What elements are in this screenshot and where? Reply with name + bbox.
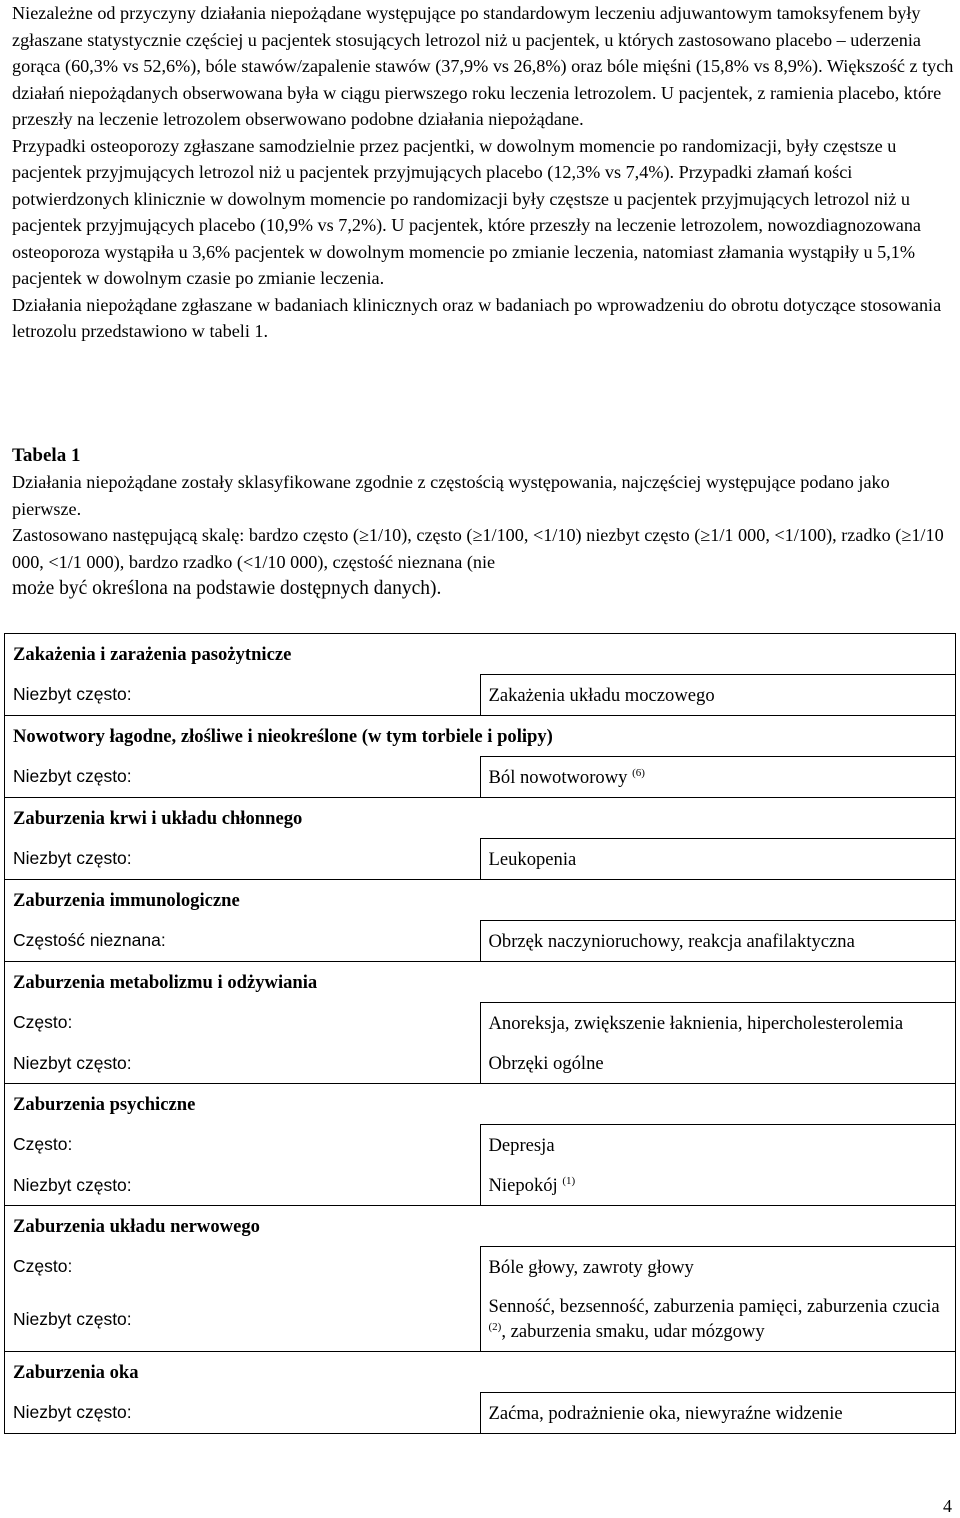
frequency-cell: Często:	[5, 1125, 481, 1166]
effect-text: Bóle głowy, zawroty głowy	[488, 1256, 694, 1278]
frequency-cell: Niezbyt często:	[5, 1287, 481, 1352]
page-number: 4	[943, 1496, 952, 1516]
table-row	[5, 1003, 956, 1044]
section-title: Zaburzenia oka	[5, 1352, 956, 1393]
intro-paragraph-3: Działania niepożądane zgłaszane w badaniach klinicznych oraz w badaniach po wprowadzeniu do obrotu dotyczące stosowania letrozolu przedstawiono w tabeli 1.	[12, 294, 942, 341]
frequency-cell: Niezbyt często:	[5, 1393, 481, 1434]
section-header-row	[5, 1206, 956, 1247]
effect-text: Leukopenia	[488, 848, 577, 870]
table-row	[5, 1125, 956, 1166]
table-scale-text	[12, 522, 954, 603]
table-row	[5, 1287, 956, 1352]
effect-cell	[480, 1125, 956, 1166]
adverse-effects-table-body	[5, 634, 956, 1434]
table-scale-main: Zastosowano następującą skalę: bardzo często (≥1/10), często (≥1/100, <1/10) niezbyt często (≥1/1 000, <1/100), rzadko (≥1/10 000, <1/1 000), bardzo rzadko (<1/10 000), częstość nieznana (nie	[12, 525, 944, 572]
section-title: Zaburzenia krwi i układu chłonnego	[5, 798, 956, 839]
intro-paragraph-1: Niezależne od przyczyny działania niepożądane występujące po standardowym leczeniu adjuwantowym tamoksyfenem były zgłaszane statystycznie częściej u pacjentek stosujących letrozol niż u pacjentek, u których zastosowano placebo – uderzenia gorąca (60,3% vs 52,6%), bóle stawów/zapalenie stawów (37,9% vs 26,8%) oraz bóle mięśni (15,8% vs 8,9%). Większość z tych działań niepożądanych obserwowana była w ciągu pierwszego roku leczenia letrozolem. U pacjentek, z ramienia placebo, które przeszły na leczenie letrozolem obserwowano podobne działania niepożądane.	[12, 3, 954, 129]
section-header-row	[5, 1352, 956, 1393]
effect-cell	[480, 921, 956, 962]
effect-text: Anoreksja, zwiększenie łaknienia, hipercholesterolemia	[488, 1012, 904, 1034]
table-description	[12, 469, 954, 603]
adverse-effects-table	[4, 633, 956, 1434]
section-header-row	[5, 716, 956, 757]
frequency-cell: Niezbyt często:	[5, 1043, 481, 1084]
frequency-cell: Niezbyt często:	[5, 675, 481, 716]
effect-cell	[480, 1247, 956, 1288]
effect-cell	[480, 675, 956, 716]
frequency-cell: Często:	[5, 1003, 481, 1044]
section-title: Zaburzenia układu nerwowego	[5, 1206, 956, 1247]
section-title: Zaburzenia metabolizmu i odżywiania	[5, 962, 956, 1003]
footnote-reference: (1)	[562, 1174, 576, 1187]
effect-text: Obrzęki ogólne	[488, 1052, 604, 1074]
table-desc-text: Działania niepożądane zostały sklasyfikowane zgodnie z częstością występowania, najczęściej występujące podano jako pierwsze.	[12, 472, 890, 519]
section-header-row	[5, 880, 956, 921]
table-row	[5, 1247, 956, 1288]
effect-cell	[480, 839, 956, 880]
section-title: Zakażenia i zarażenia pasożytnicze	[5, 634, 956, 675]
table-row	[5, 675, 956, 716]
frequency-cell: Niezbyt często:	[5, 839, 481, 880]
effect-cell	[480, 1043, 956, 1084]
effect-text: Zaćma, podrażnienie oka, niewyraźne widzenie	[488, 1402, 843, 1424]
table-row	[5, 921, 956, 962]
table-title: Tabela 1	[12, 445, 81, 466]
table-row	[5, 1165, 956, 1206]
effect-text: Ból nowotworowy	[488, 766, 628, 788]
section-header-row	[5, 962, 956, 1003]
section-header-row	[5, 1084, 956, 1125]
frequency-cell: Niezbyt często:	[5, 1165, 481, 1206]
effect-cell	[480, 1165, 956, 1206]
frequency-cell: Częstość nieznana:	[5, 921, 481, 962]
section-title: Zaburzenia immunologiczne	[5, 880, 956, 921]
effect-cell	[480, 1393, 956, 1434]
effect-text: Zakażenia układu moczowego	[488, 684, 715, 706]
effect-text: Depresja	[488, 1134, 555, 1156]
table-row	[5, 1393, 956, 1434]
intro-text	[12, 0, 954, 345]
table-row	[5, 839, 956, 880]
section-title: Nowotwory łagodne, złośliwe i nieokreślone (w tym torbiele i polipy)	[5, 716, 956, 757]
section-header-row	[5, 634, 956, 675]
effect-text: Niepokój	[488, 1174, 558, 1196]
effect-cell	[480, 757, 956, 798]
intro-paragraph-2: Przypadki osteoporozy zgłaszane samodzielnie przez pacjentki, w dowolnym momencie po randomizacji, były częstsze u pacjentek przyjmujących letrozol niż u pacjentek przyjmujących placebo (12,3% vs 7,4%). Przypadki złamań kości potwierdzonych klinicznie w dowolnym momencie po randomizacji były częstsze u pacjentek przyjmujących letrozol niż u pacjentek przyjmujących placebo (10,9% vs 7,2%). U pacjentek, które przeszły na leczenie letrozolem, nowozdiagnozowana osteoporoza wystąpiła u 3,6% pacjentek w dowolnym momencie po zmianie leczenia, natomiast złamania wystąpiły u 5,1% pacjentek w dowolnym czasie po zmianie leczenia.	[12, 135, 921, 288]
table-scale-end: może być określona na podstawie dostępnych danych).	[12, 578, 442, 599]
table-row	[5, 757, 956, 798]
footnote-reference: (2)	[488, 1321, 502, 1333]
table-row	[5, 1043, 956, 1084]
frequency-cell: Niezbyt często:	[5, 757, 481, 798]
effect-text: Obrzęk naczynioruchowy, reakcja anafilaktyczna	[488, 930, 855, 952]
effect-cell	[480, 1003, 956, 1044]
section-header-row	[5, 798, 956, 839]
frequency-cell: Często:	[5, 1247, 481, 1288]
effect-text: Senność, bezsenność, zaburzenia pamięci, zaburzenia czucia	[488, 1296, 940, 1317]
effect-text-continued: , zaburzenia smaku, udar mózgowy	[501, 1321, 765, 1342]
effect-cell	[480, 1287, 956, 1352]
section-title: Zaburzenia psychiczne	[5, 1084, 956, 1125]
footnote-reference: (6)	[632, 766, 645, 779]
